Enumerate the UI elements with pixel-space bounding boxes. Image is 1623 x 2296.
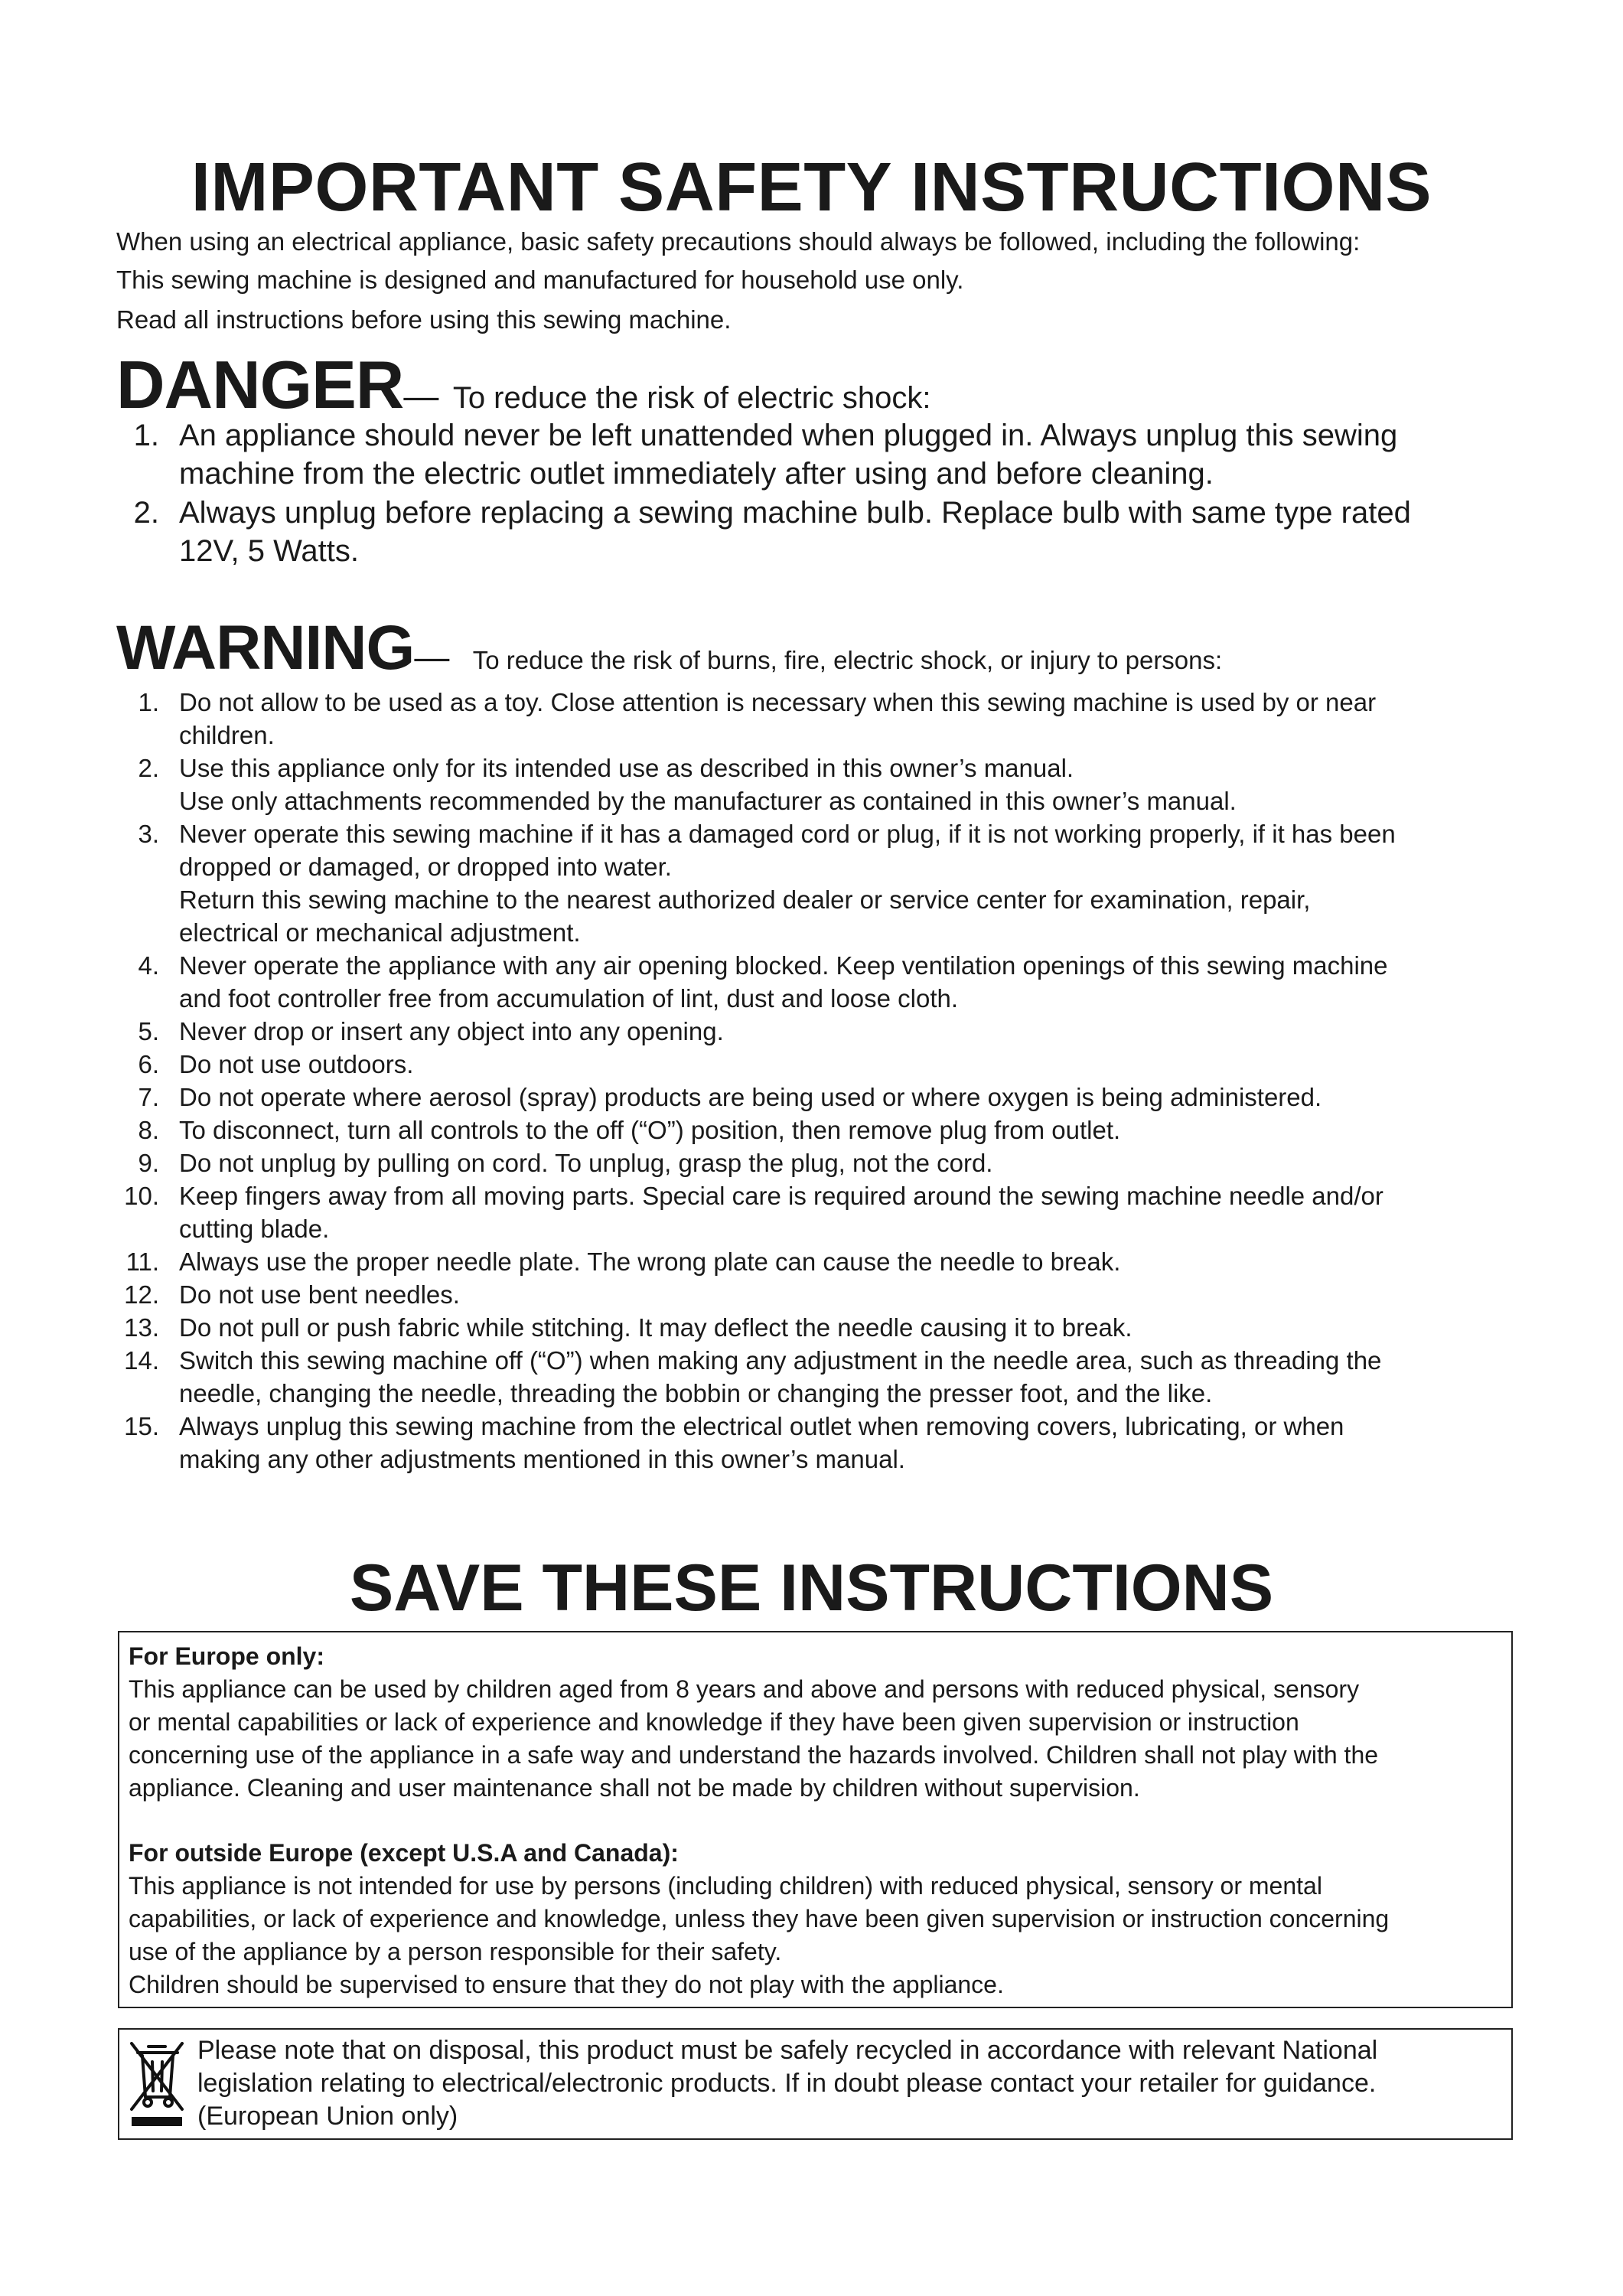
- warning-item-13: [116, 1311, 1517, 1344]
- warning-item-number: 1.: [138, 688, 159, 716]
- intro-line: This sewing machine is designed and manufactured for household use only.: [116, 266, 964, 294]
- warning-item-text: electrical or mechanical adjustment.: [179, 918, 581, 947]
- europe-line: or mental capabilities or lack of experience and knowledge if they have been given supervision or instruction: [129, 1708, 1299, 1736]
- warning-item-14: [116, 1344, 1517, 1410]
- disposal-line: legislation relating to electrical/electronic products. If in doubt please contact your retailer for guidance.: [197, 2069, 1377, 2098]
- warning-item-number: 15.: [124, 1412, 159, 1440]
- danger-word: DANGER: [116, 347, 404, 422]
- warning-item-9: [116, 1146, 1517, 1179]
- warning-item-text: Do not use outdoors.: [179, 1050, 414, 1078]
- warning-item-text: Return this sewing machine to the nearest authorized dealer or service center for examination, repair,: [179, 885, 1311, 914]
- warning-item-text: Do not allow to be used as a toy. Close attention is necessary when this sewing machine is used by or near: [179, 688, 1377, 716]
- outside-europe-line: This appliance is not intended for use by persons (including children) with reduced physical, sensory or mental: [129, 1872, 1322, 1900]
- warning-item-text: Do not unplug by pulling on cord. To unplug, grasp the plug, not the cord.: [179, 1149, 993, 1177]
- danger-item-2: [116, 494, 1517, 570]
- warning-item-1: [116, 686, 1517, 752]
- warning-item-text: children.: [179, 721, 275, 749]
- warning-item-text: To disconnect, turn all controls to the off (“O”) position, then remove plug from outlet.: [179, 1116, 1121, 1144]
- warning-item-15: [116, 1410, 1517, 1476]
- warning-item-text: Use only attachments recommended by the manufacturer as contained in this owner’s manual.: [179, 787, 1237, 815]
- warning-item-5: [116, 1015, 1517, 1048]
- europe-heading: For Europe only:: [129, 1642, 324, 1670]
- outside-europe-heading: For outside Europe (except U.S.A and Canada):: [129, 1839, 679, 1867]
- europe-line: concerning use of the appliance in a safe way and understand the hazards involved. Children shall not play with the: [129, 1741, 1379, 1769]
- europe-line: appliance. Cleaning and user maintenance shall not be made by children without supervision.: [129, 1774, 1140, 1802]
- warning-item-number: 10.: [124, 1182, 159, 1210]
- crossed-out-wheelie-bin-icon: [127, 2039, 187, 2131]
- warning-item-12: [116, 1278, 1517, 1311]
- disposal-notice-box: [118, 2028, 1513, 2140]
- warning-item-3: [116, 817, 1517, 949]
- warning-item-text: making any other adjustments mentioned in this owner’s manual.: [179, 1445, 905, 1473]
- warning-item-text: Use this appliance only for its intended use as described in this owner’s manual.: [179, 754, 1074, 782]
- disposal-text: [197, 2034, 1498, 2133]
- warning-item-number: 11.: [125, 1247, 159, 1276]
- warning-item-text: Keep fingers away from all moving parts. Special care is required around the sewing machine needle and/or: [179, 1182, 1383, 1210]
- warning-item-text: Always unplug this sewing machine from the electrical outlet when removing covers, lubricating, or when: [179, 1412, 1344, 1440]
- warning-item-7: [116, 1081, 1517, 1114]
- warning-item-text: Always use the proper needle plate. The wrong plate can cause the needle to break.: [179, 1247, 1121, 1276]
- warning-item-text: Never drop or insert any object into any opening.: [179, 1017, 724, 1045]
- warning-item-number: 14.: [124, 1346, 159, 1375]
- danger-item-text: machine from the electric outlet immediately after using and before cleaning.: [179, 457, 1214, 491]
- warning-item-text: Do not use bent needles.: [179, 1280, 460, 1309]
- warning-item-text: cutting blade.: [179, 1215, 330, 1243]
- outside-europe-line: capabilities, or lack of experience and knowledge, unless they have been given supervision or instruction concerning: [129, 1905, 1390, 1932]
- save-instructions-title: SAVE THESE INSTRUCTIONS: [349, 1551, 1274, 1625]
- warning-item-text: needle, changing the needle, threading the bobbin or changing the presser foot, and the like.: [179, 1379, 1213, 1407]
- intro-line: Read all instructions before using this sewing machine.: [116, 305, 732, 334]
- outside-europe-line: Children should be supervised to ensure that they do not play with the appliance.: [129, 1971, 1004, 1998]
- warning-item-number: 9.: [138, 1149, 159, 1177]
- warning-dash: —: [414, 637, 450, 677]
- danger-subtitle: To reduce the risk of electric shock:: [452, 381, 931, 415]
- disposal-line: (European Union only): [197, 2102, 458, 2131]
- europe-line: This appliance can be used by children aged from 8 years and above and persons with reduced physical, sensory: [129, 1675, 1360, 1703]
- warning-item-11: [116, 1245, 1517, 1278]
- warning-item-text: Never operate the appliance with any air opening blocked. Keep ventilation openings of this sewing machine: [179, 951, 1388, 980]
- page-title: IMPORTANT SAFETY INSTRUCTIONS: [191, 149, 1432, 226]
- danger-item-text: Always unplug before replacing a sewing machine bulb. Replace bulb with same type rated: [179, 496, 1411, 530]
- warning-item-number: 7.: [138, 1083, 159, 1111]
- warning-item-text: and foot controller free from accumulation of lint, dust and loose cloth.: [179, 984, 959, 1013]
- warning-subtitle: To reduce the risk of burns, fire, electric shock, or injury to persons:: [472, 646, 1223, 674]
- europe-notice-box: [118, 1631, 1513, 2008]
- warning-item-number: 4.: [138, 951, 159, 980]
- danger-item-number: 1.: [133, 419, 159, 452]
- warning-item-text: dropped or damaged, or dropped into water.: [179, 853, 672, 881]
- warning-item-8: [116, 1114, 1517, 1146]
- warning-item-number: 5.: [138, 1017, 159, 1045]
- warning-item-text: Switch this sewing machine off (“O”) when making any adjustment in the needle area, such as threading the: [179, 1346, 1382, 1375]
- warning-word: WARNING: [116, 613, 415, 683]
- warning-item-number: 2.: [138, 754, 159, 782]
- intro-line: When using an electrical appliance, basic safety precautions should always be followed, including the following:: [116, 227, 1361, 256]
- warning-item-10: [116, 1179, 1517, 1245]
- danger-item-text: An appliance should never be left unattended when plugged in. Always unplug this sewing: [179, 419, 1398, 452]
- warning-item-number: 8.: [138, 1116, 159, 1144]
- danger-item-text: 12V, 5 Watts.: [179, 534, 359, 568]
- warning-item-number: 12.: [124, 1280, 159, 1309]
- warning-heading: [116, 612, 1222, 684]
- outside-europe-line: use of the appliance by a person responsible for their safety.: [129, 1938, 782, 1965]
- warning-item-text: Do not pull or push fabric while stitching. It may deflect the needle causing it to break.: [179, 1313, 1133, 1342]
- warning-item-text: Never operate this sewing machine if it has a damaged cord or plug, if it is not working properly, if it has been: [179, 820, 1396, 848]
- danger-dash: —: [403, 376, 439, 416]
- danger-item-number: 2.: [133, 496, 159, 530]
- warning-item-number: 13.: [124, 1313, 159, 1342]
- danger-list: [116, 416, 1517, 571]
- warning-item-number: 3.: [138, 820, 159, 848]
- warning-item-6: [116, 1048, 1517, 1081]
- warning-item-text: Do not operate where aerosol (spray) products are being used or where oxygen is being administered.: [179, 1083, 1322, 1111]
- disposal-line: Please note that on disposal, this product must be safely recycled in accordance with relevant National: [197, 2036, 1378, 2065]
- warning-item-4: [116, 949, 1517, 1015]
- warning-item-2: [116, 752, 1517, 817]
- warning-item-number: 6.: [138, 1050, 159, 1078]
- danger-heading: [116, 346, 931, 424]
- warning-list: [116, 686, 1517, 1476]
- danger-item-1: [116, 416, 1517, 493]
